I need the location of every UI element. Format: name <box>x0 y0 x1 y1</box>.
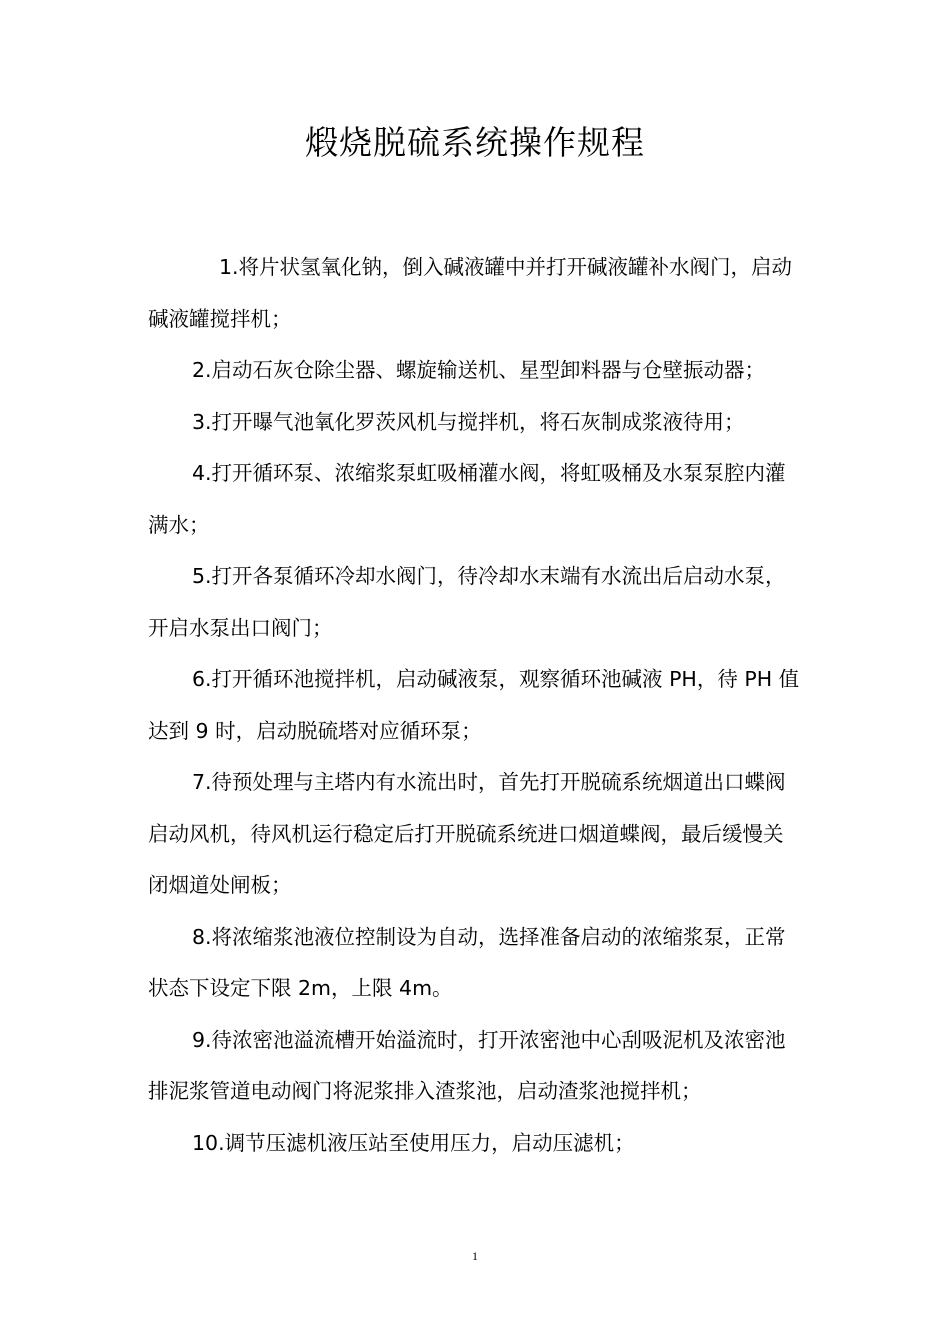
paragraph-step-1: 1.将片状氢氧化钠，倒入碱液罐中并打开碱液罐补水阀门，启动碱液罐搅拌机； <box>148 255 793 331</box>
document-body <box>148 242 800 1169</box>
paragraph-step-2: 2.启动石灰仓除尘器、螺旋输送机、星型卸料器与仓壁振动器； <box>192 358 766 382</box>
paragraph-step-6: 6.打开循环池搅拌机，启动碱液泵，观察循环池碱液 PH，待 PH 值达到 9 时，启动脱硫塔对应循环泵； <box>148 667 800 743</box>
paragraph-step-3: 3.打开曝气池氧化罗茨风机与搅拌机，将石灰制成浆液待用； <box>192 409 745 434</box>
paragraph-step-7: 7.待预处理与主塔内有水流出时，首先打开脱硫系统烟道出口蝶阀启动风机，待风机运行稳定后打开脱硫系统进口烟道蝶阀，最后缓慢关闭烟道处闸板； <box>148 770 786 897</box>
paragraph-step-4: 4.打开循环泵、浓缩浆泵虹吸桶灌水阀，将虹吸桶及水泵泵腔内灌满水； <box>148 461 786 537</box>
paragraph-step-10: 10.调节压滤机液压站至使用压力，启动压滤机； <box>192 1130 635 1155</box>
document-title: 煅烧脱硫系统操作规程 <box>305 123 645 162</box>
page-number: 1 <box>472 1249 478 1263</box>
paragraph-step-5: 5.打开各泵循环冷却水阀门，待冷却水末端有水流出后启动水泵，开启水泵出口阀门； <box>148 564 786 640</box>
paragraph-step-8: 8.将浓缩浆池液位控制设为自动，选择准备启动的浓缩浆泵，正常状态下设定下限 2m，上限 4m。 <box>148 924 786 1000</box>
paragraph-step-9: 9.待浓密池溢流槽开始溢流时，打开浓密池中心刮吸泥机及浓密池排泥浆管道电动阀门将泥浆排入渣浆池，启动渣浆池搅拌机； <box>148 1027 786 1103</box>
